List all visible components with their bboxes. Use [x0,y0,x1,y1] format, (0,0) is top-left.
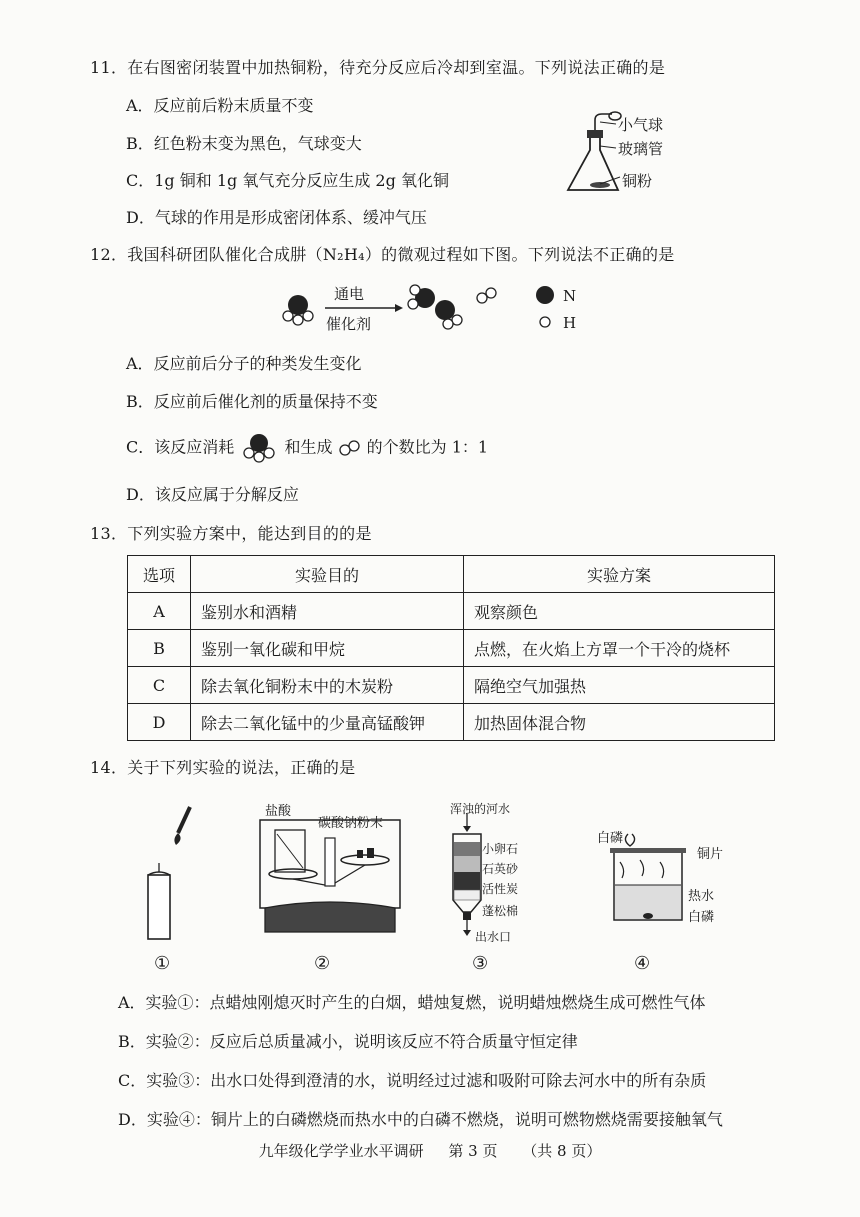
figure-number-3: ③ [472,953,489,974]
label-hydrochloric-acid: 盐酸 [265,804,292,819]
q12-option-b: B．反应前后催化剂的质量保持不变 [126,392,378,411]
label-copper-powder: 铜粉 [622,172,653,190]
label-activated-carbon: 活性炭 [482,882,519,896]
q12-option-c-post: 的个数比为 1：1 [366,437,489,457]
legend-h: H [563,314,577,332]
table-cell: 点燃，在火焰上方罩一个干冷的烧杯 [464,630,775,667]
nh3-molecule-icon [239,433,279,463]
candle-figure [140,805,200,945]
table-cell: 加热固体混合物 [464,704,775,741]
label-balloon: 小气球 [618,116,664,134]
table-cell: 观察颜色 [464,593,775,630]
q14-option-d: D．实验④：铜片上的白磷燃烧而热水中的白磷不燃烧，说明可燃物燃烧需要接触氧气 [118,1110,723,1129]
q12-option-c-pre: C．该反应消耗 [126,437,235,457]
arrow-label-catalyst: 催化剂 [326,315,372,333]
q11-option-d: D．气球的作用是形成密闭体系、缓冲气压 [126,208,427,227]
header-option: 选项 [128,556,191,593]
label-glass-tube: 玻璃管 [618,140,664,158]
arrow-label-electricity: 通电 [334,285,365,303]
q13-stem: 13．下列实验方案中，能达到目的的是 [90,524,372,543]
label-cotton: 蓬松棉 [482,904,519,918]
q12-stem: 12．我国科研团队催化合成肼（N₂H₄）的微观过程如下图。下列说法不正确的是 [90,245,675,264]
table-cell: 除去二氧化锰中的少量高锰酸钾 [191,704,464,741]
q12-option-c-mid: 和生成 [284,437,333,457]
table-cell: D [128,704,191,741]
q14-option-b: B．实验②：反应后总质量减小，说明该反应不符合质量守恒定律 [118,1032,578,1051]
q12-option-c [126,433,488,463]
table-cell: 除去氧化铜粉末中的木炭粉 [191,667,464,704]
table-cell: A [128,593,191,630]
q11-stem: 11．在右图密闭装置中加热铜粉，待充分反应后冷却到室温。下列说法正确的是 [90,58,666,77]
header-plan: 实验方案 [464,556,775,593]
label-hot-water: 热水 [688,889,715,904]
reaction-diagram [270,280,610,340]
label-sodium-carbonate: 碳酸钠粉末 [318,816,384,831]
footer-page-number: 第 3 页 [448,1142,498,1160]
figure-number-1: ① [154,953,171,974]
table-header-row [128,556,775,593]
experiment-table [127,555,775,741]
label-white-phosphorus-top: 白磷 [597,831,624,846]
table-cell: 鉴别水和酒精 [191,593,464,630]
footer-title: 九年级化学学业水平调研 [258,1142,424,1160]
table-cell: 隔绝空气加强热 [464,667,775,704]
table-row [128,593,775,630]
q12-option-d: D．该反应属于分解反应 [126,485,299,504]
q14-option-a: A．实验①：点蜡烛刚熄灭时产生的白烟，蜡烛复燃，说明蜡烛燃烧生成可燃性气体 [118,993,706,1012]
figure-number-2: ② [314,953,331,974]
table-cell: B [128,630,191,667]
q14-option-c: C．实验③：出水口处得到澄清的水，说明经过过滤和吸附可除去河水中的所有杂质 [118,1071,707,1090]
q12-option-a: A．反应前后分子的种类发生变化 [126,354,362,373]
table-cell: C [128,667,191,704]
label-leader-lines [600,122,630,182]
header-purpose: 实验目的 [191,556,464,593]
q11-option-b: B．红色粉末变为黑色，气球变大 [126,134,362,153]
table-row [128,704,775,741]
page-footer [0,1140,860,1161]
table-row [128,630,775,667]
legend-n: N [563,287,577,305]
label-quartz-sand: 石英砂 [482,862,519,876]
q14-stem: 14．关于下列实验的说法，正确的是 [90,758,356,777]
q11-option-c: C．1g 铜和 1g 氧气充分反应生成 2g 氧化铜 [126,171,449,190]
label-pebbles: 小卵石 [482,842,519,856]
label-water-outlet: 出水口 [475,930,512,944]
label-white-phosphorus-bottom: 白磷 [688,910,715,925]
table-cell: 鉴别一氧化碳和甲烷 [191,630,464,667]
figure-number-4: ④ [634,953,651,974]
label-muddy-water: 浑浊的河水 [450,802,511,816]
footer-total-pages: （共 8 页） [522,1142,602,1160]
table-row [128,667,775,704]
q11-option-a: A．反应前后粉末质量不变 [126,96,314,115]
label-copper-sheet: 铜片 [697,847,724,862]
h2-molecule-icon [338,439,362,457]
